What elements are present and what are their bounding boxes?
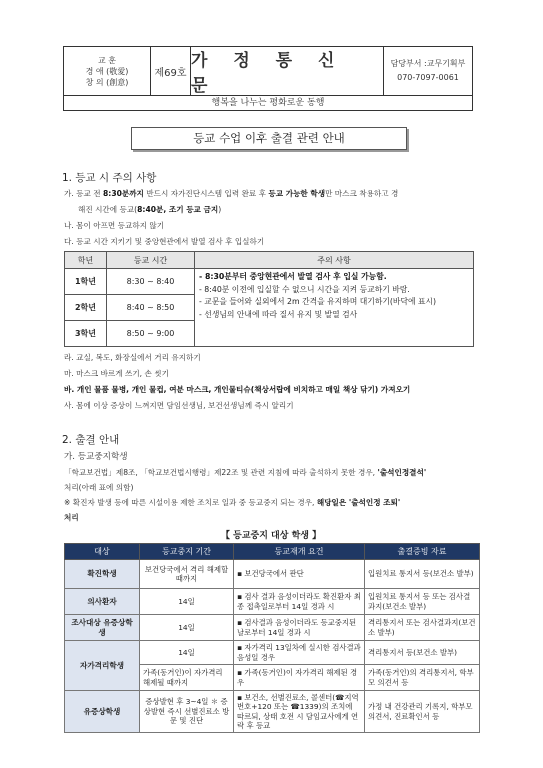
text: 「학교보건법」제8조, 「학교보건법시행령」제22조 및 관련 지침에 따라 출석하지 못한 경우,: [64, 468, 378, 477]
newsletter-header: [63, 46, 473, 96]
text-bold: 해당일은 '출석인정 조퇴': [316, 498, 401, 507]
proof-cell: 입원치료 통지서 등(보건소 발부): [365, 560, 480, 589]
item-da: 다. 등교 시간 지키기 및 중앙현관에서 발열 검사 후 입실하기: [64, 237, 265, 246]
note-line: - 교문을 들어와 실외에서 2m 간격을 유지하며 대기하기(바닥에 표시): [199, 297, 437, 306]
requirement-cell: ▪ 보건소, 선별진료소, 콜센터(☎지역번호+120 또는 ☎1339)의 조치에 따르되, 상태 호전 시 담임교사에게 연락 후 등교: [234, 691, 365, 733]
proof-cell: 격리통지서 등(보건소 발부): [365, 641, 480, 665]
motto-line: 경 애 (敬愛): [85, 66, 129, 76]
proof-cell: 격리통지서 또는 검사결과지(보건소 발부): [365, 615, 480, 641]
note-line: [199, 271, 473, 284]
item-ga-cont: [78, 204, 221, 215]
note-line: - 선생님의 안내에 따라 질서 유지 및 발열 검사: [199, 309, 358, 319]
proof-cell: 가족(동거인)의 격리통지서, 학부모 의견서 등: [365, 665, 480, 691]
text-bold: 8:30분까지: [103, 189, 144, 198]
col-header: 학년: [65, 252, 107, 269]
requirement-cell: ▪ 자가격리 13일차에 실시한 검사결과 음성일 경우: [234, 641, 365, 665]
period-cell: 증상발현 후 3~4일 ＊ 증상발현 즉시 선별진료소 방문 및 진단: [140, 691, 234, 733]
section-2-heading: 2. 출결 안내: [62, 434, 120, 446]
arrival-time-table: [64, 251, 474, 347]
col-header: 등교재개 요건: [234, 544, 365, 560]
table-row: [65, 589, 480, 615]
suspension-table: [64, 543, 480, 733]
text: 해진 시간에 등교(: [78, 205, 138, 214]
item-ba: [64, 384, 410, 395]
text: ※ 확진자 발생 등에 따른 시설이용 제한 조치로 일과 중 등교중지 되는 경우,: [64, 498, 317, 507]
table-header-row: [65, 252, 474, 269]
requirement-cell: ▪ 가족(동거인)이 자가격리 해제된 경우: [234, 665, 365, 691]
item-na: 나. 몸이 아프면 등교하지 않기: [64, 221, 165, 230]
table-row: [65, 641, 480, 665]
newsletter-title: 가 정 통 신 문: [191, 47, 384, 95]
note-line: - 8:40분 이전에 입실할 수 없으니 시간을 지켜 등교하기 바람.: [199, 284, 410, 294]
text: ): [218, 205, 222, 214]
grade-cell: 1학년: [65, 269, 107, 295]
text: 반드시 자가진단시스템 입력 완료 후: [143, 189, 269, 198]
col-header: 등교 시간: [107, 252, 195, 269]
grade-cell: 3학년: [65, 321, 107, 347]
table-row: [65, 615, 480, 641]
note-2: 처리: [64, 513, 79, 522]
text: 가. 등교 전: [64, 189, 103, 198]
table-row: [65, 269, 474, 295]
main-title: 등교 수업 이후 출결 관련 안내: [131, 127, 407, 150]
target-cell: 유증상학생: [65, 691, 140, 733]
proof-cell: 입원치료 통지서 등 또는 검사결과지(보건소 발부): [365, 589, 480, 615]
col-header: 등교중지 기간: [140, 544, 234, 560]
note-1: [64, 497, 400, 508]
item-ma: 마. 마스크 바르게 쓰기, 손 씻기: [64, 369, 169, 378]
table-caption: 【 등교중지 대상 학생 】: [221, 531, 322, 541]
period-cell: 가족(동거인)이 자가격리 해제될 때까지: [140, 665, 234, 691]
motto-line: 창 의 (創意): [85, 77, 129, 87]
item-ga: [64, 188, 398, 199]
time-cell: 8:40 ~ 8:50: [107, 295, 195, 321]
table-header-row: [65, 544, 480, 560]
col-header: 주의 사항: [195, 252, 474, 269]
target-cell: 자가격리학생: [65, 641, 140, 691]
notes-cell: [195, 269, 474, 347]
text-bold: 바. 개인 물품 물병, 개인 물컵, 여분 마스크, 개인물티슈(책상서랍에 비치하고 매일 책상 닦기) 가져오기: [64, 385, 411, 394]
table-row: [65, 560, 480, 589]
item-sa: 사. 몸에 이상 증상이 느껴지면 담임선생님, 보건선생님께 즉시 알리기: [64, 401, 294, 410]
phone-number: 070-7097-0061: [397, 73, 459, 82]
requirement-cell: ▪ 검사결과 음성이더라도 등교중지된 날로부터 14일 경과 시: [234, 615, 365, 641]
school-motto: [64, 47, 151, 95]
period-cell: 14일: [140, 615, 234, 641]
target-cell: 의사환자: [65, 589, 140, 615]
period-cell: 보건당국에서 격리 해제할 때까지: [140, 560, 234, 589]
target-cell: 확진학생: [65, 560, 140, 589]
slogan: 행복을 나누는 평화로운 동행: [63, 96, 473, 111]
para-2: 처리(아래 표에 의함): [64, 483, 134, 492]
para-1: [64, 467, 426, 478]
text-bold: '출석인정결석': [377, 468, 427, 477]
department: 담당부서 :교무기획부: [390, 59, 466, 68]
period-cell: 14일: [140, 589, 234, 615]
period-cell: 14일: [140, 641, 234, 665]
section-1-heading: 1. 등교 시 주의 사항: [62, 172, 157, 184]
col-header: 대상: [65, 544, 140, 560]
proof-cell: 가정 내 건강관리 기록지, 학부모의견서, 진료확인서 등: [365, 691, 480, 733]
issue-number: 제69호: [151, 47, 191, 95]
requirement-cell: ▪ 검사 결과 음성이더라도 확진환자 최종 접촉일로부터 14일 경과 시: [234, 589, 365, 615]
table-row: [65, 691, 480, 733]
motto-line: 교 훈: [98, 55, 116, 65]
time-cell: 8:50 ~ 9:00: [107, 321, 195, 347]
note-bold: - 8:30분부터 중앙현관에서 발열 검사 후 입실 가능함.: [199, 272, 387, 281]
time-cell: 8:30 ~ 8:40: [107, 269, 195, 295]
text: 만 마스크 착용하고 경: [325, 189, 399, 198]
text-bold: 등교 가능한 학생: [268, 189, 326, 198]
section-2-sub: 가. 등교중지학생: [64, 452, 128, 462]
requirement-cell: ▪ 보건당국에서 판단: [234, 560, 365, 589]
target-cell: 조사대상 유증상학생: [65, 615, 140, 641]
text-bold: 8:40분, 조기 등교 금지: [137, 205, 219, 214]
grade-cell: 2학년: [65, 295, 107, 321]
item-ra: 라. 교실, 복도, 화장실에서 거리 유지하기: [64, 353, 201, 362]
contact-info: [384, 47, 472, 95]
col-header: 출결증빙 자료: [365, 544, 480, 560]
